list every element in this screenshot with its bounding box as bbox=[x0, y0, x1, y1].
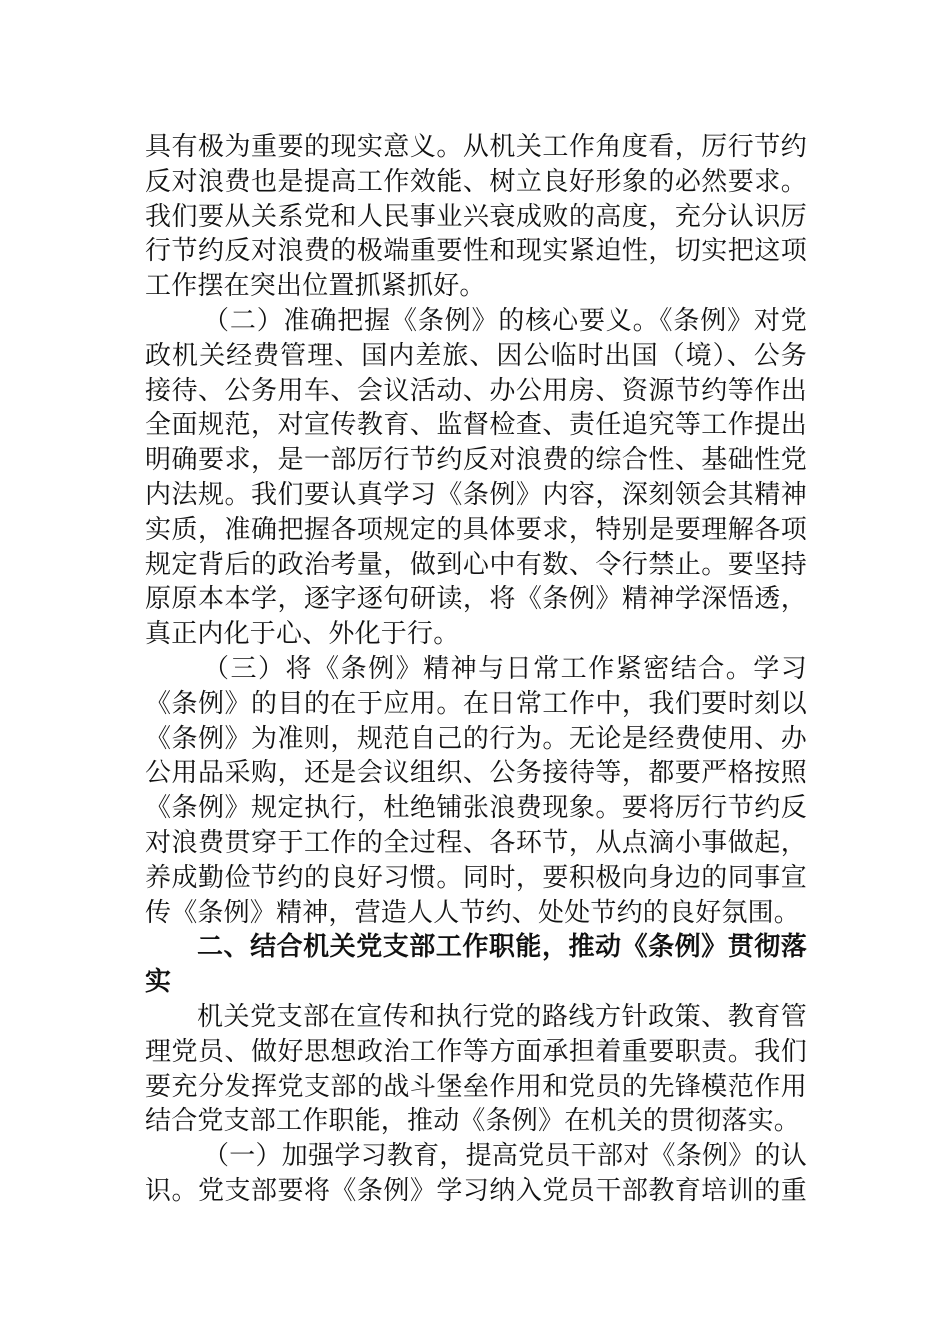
body-line: 《条例》的目的在于应用。在日常工作中，我们要时刻以 bbox=[145, 688, 807, 719]
section-heading-line: 实 bbox=[145, 967, 172, 998]
body-line: 养成勤俭节约的良好习惯。同时，要积极向身边的同事宣 bbox=[145, 862, 807, 893]
body-line: 公用品采购，还是会议组织、公务接待等，都要严格按照 bbox=[145, 758, 807, 789]
section-heading-line: 二、结合机关党支部工作职能，推动《条例》贯彻落 bbox=[197, 932, 807, 963]
body-line: 结合党支部工作职能，推动《条例》在机关的贯彻落实。 bbox=[145, 1106, 801, 1137]
body-line: 行节约反对浪费的极端重要性和现实紧迫性，切实把这项 bbox=[145, 236, 807, 267]
body-line: 我们要从关系党和人民事业兴衰成败的高度，充分认识厉 bbox=[145, 201, 807, 232]
body-line: 反对浪费也是提高工作效能、树立良好形象的必然要求。 bbox=[145, 166, 807, 197]
body-line: 明确要求，是一部厉行节约反对浪费的综合性、基础性党 bbox=[145, 445, 807, 476]
body-line: 政机关经费管理、国内差旅、因公临时出国（境）、公务 bbox=[145, 340, 807, 371]
body-line: 理党员、做好思想政治工作等方面承担着重要职责。我们 bbox=[145, 1036, 807, 1067]
body-line: 机关党支部在宣传和执行党的路线方针政策、教育管 bbox=[197, 1001, 807, 1032]
body-line: 《条例》为准则，规范自己的行为。无论是经费使用、办 bbox=[145, 723, 807, 754]
subsection-heading-line: （二）准确把握《条例》的核心要义。《条例》对党 bbox=[203, 305, 807, 336]
body-line: 工作摆在突出位置抓紧抓好。 bbox=[145, 271, 486, 302]
body-line: 要充分发挥党支部的战斗堡垒作用和党员的先锋模范作用 bbox=[145, 1071, 807, 1102]
document-body bbox=[145, 130, 807, 1209]
body-line: 传《条例》精神，营造人人节约、处处节约的良好氛围。 bbox=[145, 897, 801, 928]
body-line: 对浪费贯穿于工作的全过程、各环节，从点滴小事做起， bbox=[145, 827, 807, 858]
body-line: 内法规。我们要认真学习《条例》内容，深刻领会其精神 bbox=[145, 479, 807, 510]
body-line: 规定背后的政治考量，做到心中有数、令行禁止。要坚持 bbox=[145, 549, 807, 580]
subsection-heading-line: （一）加强学习教育，提高党员干部对《条例》的认 bbox=[203, 1141, 807, 1172]
body-line: 真正内化于心、外化于行。 bbox=[145, 619, 460, 650]
body-line: 实质，准确把握各项规定的具体要求，特别是要理解各项 bbox=[145, 514, 807, 545]
subsection-heading-line: （三）将《条例》精神与日常工作紧密结合。学习 bbox=[203, 653, 807, 684]
body-line: 具有极为重要的现实意义。从机关工作角度看，厉行节约 bbox=[145, 132, 807, 162]
body-line: 全面规范，对宣传教育、监督检查、责任追究等工作提出 bbox=[145, 410, 807, 441]
body-line: 原原本本学，逐字逐句研读，将《条例》精神学深悟透， bbox=[145, 584, 807, 615]
body-line: 《条例》规定执行，杜绝铺张浪费现象。要将厉行节约反 bbox=[145, 793, 807, 824]
body-line: 识。党支部要将《条例》学习纳入党员干部教育培训的重 bbox=[145, 1175, 807, 1206]
body-line: 接待、公务用车、会议活动、办公用房、资源节约等作出 bbox=[145, 375, 807, 406]
